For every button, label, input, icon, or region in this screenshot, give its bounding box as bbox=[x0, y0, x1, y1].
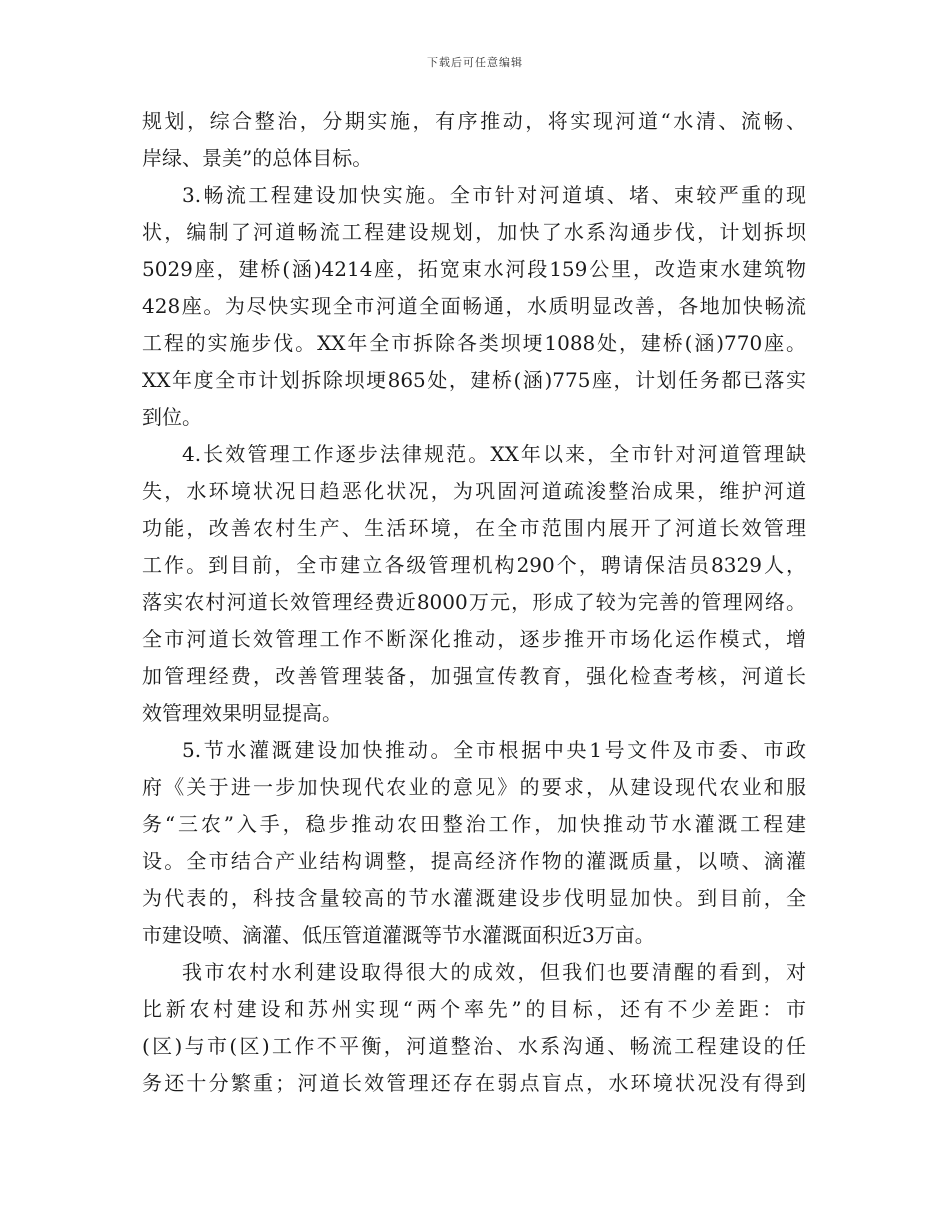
text-line: 状，编制了河道畅流工程建设规划，加快了水系沟通步伐，计划拆坝 bbox=[142, 220, 806, 244]
text-line: 府《关于进一步加快现代农业的意见》的要求，从建设现代农业和服 bbox=[142, 775, 806, 799]
text-line: 为代表的，科技含量较高的节水灌溉建设步伐明显加快。到目前，全 bbox=[142, 886, 806, 910]
text-line: 工作。到目前，全市建立各级管理机构290个，聘请保洁员8329人， bbox=[142, 553, 806, 577]
text-line: 到位。 bbox=[142, 405, 202, 429]
text-line: 加管理经费，改善管理装备，加强宣传教育，强化检查考核，河道长 bbox=[142, 664, 806, 688]
paragraph-5-start: 5.节水灌溉建设加快推动。全市根据中央1号文件及市委、市政 bbox=[182, 738, 806, 762]
text-line: 效管理效果明显提高。 bbox=[142, 701, 342, 725]
text-line: 务“三农”入手，稳步推动农田整治工作，加快推动节水灌溉工程建 bbox=[142, 812, 806, 836]
text-line: 428座。为尽快实现全市河道全面畅通，水质明显改善，各地加快畅流 bbox=[142, 294, 806, 318]
text-line: 务还十分繁重；河道长效管理还存在弱点盲点，水环境状况没有得到 bbox=[142, 1071, 806, 1095]
body-text bbox=[142, 103, 806, 1102]
text-line: 落实农村河道长效管理经费近8000万元，形成了较为完善的管理网络。 bbox=[142, 590, 806, 614]
text-line: 规划，综合整治，分期实施，有序推动，将实现河道“水清、流畅、 bbox=[142, 109, 806, 133]
text-line: (区)与市(区)工作不平衡，河道整治、水系沟通、畅流工程建设的任 bbox=[142, 1034, 806, 1058]
text-line: 市建设喷、滴灌、低压管道灌溉等节水灌溉面积近3万亩。 bbox=[142, 923, 655, 947]
text-line: XX年度全市计划拆除坝埂865处，建桥(涵)775座，计划任务都已落实 bbox=[142, 368, 806, 392]
text-line: 岸绿、景美”的总体目标。 bbox=[142, 146, 373, 170]
text-line: 比新农村建设和苏州实现“两个率先”的目标，还有不少差距：市 bbox=[142, 997, 806, 1021]
text-line: 设。全市结合产业结构调整，提高经济作物的灌溉质量，以喷、滴灌 bbox=[142, 849, 806, 873]
paragraph-6-start: 我市农村水利建设取得很大的成效，但我们也要清醒的看到，对 bbox=[182, 960, 806, 984]
paragraph-4-start: 4.长效管理工作逐步法律规范。XX年以来，全市针对河道管理缺 bbox=[182, 442, 806, 466]
header-note: 下载后可任意编辑 bbox=[427, 56, 523, 69]
text-line: 5029座，建桥(涵)4214座，拓宽束水河段159公里，改造束水建筑物 bbox=[142, 257, 806, 281]
paragraph-3-start: 3.畅流工程建设加快实施。全市针对河道填、堵、束较严重的现 bbox=[182, 183, 806, 207]
text-line: 全市河道长效管理工作不断深化推动，逐步推开市场化运作模式，增 bbox=[142, 627, 806, 651]
text-line: 功能，改善农村生产、生活环境，在全市范围内展开了河道长效管理 bbox=[142, 516, 806, 540]
text-line: 失，水环境状况日趋恶化状况，为巩固河道疏浚整治成果，维护河道 bbox=[142, 479, 806, 503]
text-line: 工程的实施步伐。XX年全市拆除各类坝埂1088处，建桥(涵)770座。 bbox=[142, 331, 806, 355]
